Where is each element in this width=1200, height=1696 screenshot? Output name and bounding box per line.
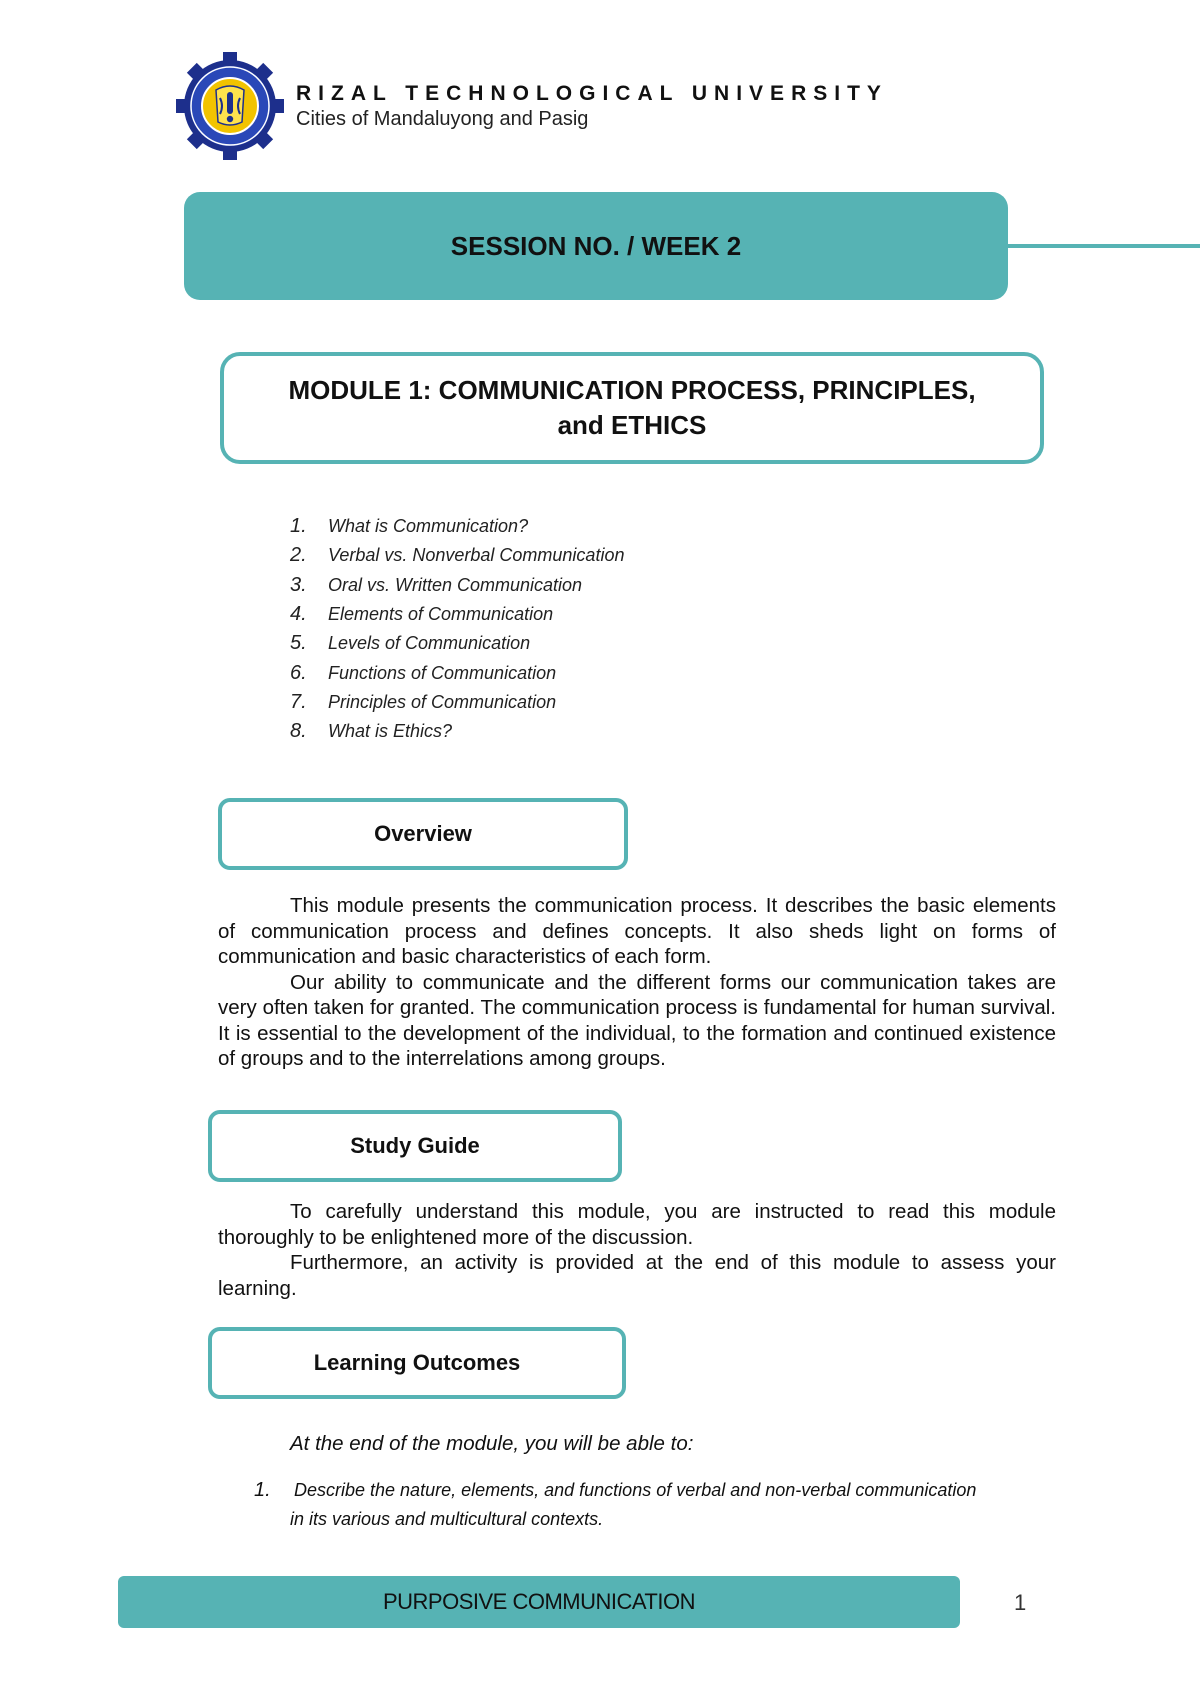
topics-list [290,512,624,746]
list-item [290,629,624,658]
page-number: 1 [1014,1590,1027,1615]
topic-text: Levels of Communication [328,633,531,654]
overview-paragraph-1: This module presents the communication process. It describes the basic elements of communication process and defines concepts. It also sheds light on forms of communication and basic characteristics of each form. [218,894,1056,968]
session-banner [184,192,1008,300]
learning-outcomes-heading-box [208,1327,626,1399]
outcome-number: 1. [254,1479,271,1501]
learning-outcome-item [254,1476,1056,1534]
module-title-line-1: MODULE 1: COMMUNICATION PROCESS, PRINCIPLES, [288,375,976,405]
list-item [290,512,624,541]
study-guide-text [218,1199,1056,1301]
overview-heading-box [218,798,628,870]
list-item [290,717,624,746]
list-item [290,541,624,570]
topic-number: 4. [290,603,307,626]
university-name: RIZAL TECHNOLOGICAL UNIVERSITY [296,82,888,105]
topic-text: Elements of Communication [328,604,554,625]
overview-paragraph-2: Our ability to communicate and the different forms our communication takes are very often taken for granted. The communication process is fundamental for human survival. It is essential to the development of the individual, to the formation and continued existence of groups and to the interrelations among groups. [218,970,1056,1070]
topic-number: 2. [290,544,307,567]
topic-number: 7. [290,690,307,713]
outcome-text-line-1: Describe the nature, elements, and functions of verbal and non-verbal communication [294,1480,977,1500]
overview-text [218,893,1056,1072]
study-guide-paragraph-2: Furthermore, an activity is provided at the end of this module to assess your learning. [218,1251,1056,1300]
module-title-line-2: and ETHICS [557,410,707,440]
learning-outcomes-heading: Learning Outcomes [313,1350,521,1375]
footer-course-title: PURPOSIVE COMMUNICATION [382,1589,695,1614]
topic-number: 1. [290,515,307,538]
outcome-text-line-2: in its various and multicultural contexts. [290,1509,604,1529]
topic-number: 5. [290,632,307,655]
study-guide-paragraph-1: To carefully understand this module, you are instructed to read this module thoroughly to be enlightened more of the discussion. [218,1200,1056,1249]
topic-number: 3. [290,573,307,596]
list-item [290,600,624,629]
topic-number: 6. [290,661,307,684]
topic-text: Oral vs. Written Communication [328,574,583,595]
list-item [290,571,624,600]
study-guide-heading: Study Guide [350,1133,480,1158]
topic-text: Verbal vs. Nonverbal Communication [328,545,625,566]
footer-bar [118,1576,960,1628]
topic-text: What is Ethics? [328,721,453,742]
topic-text: Principles of Communication [328,691,557,712]
overview-heading: Overview [374,821,472,846]
session-banner-line [1008,244,1200,248]
list-item [290,658,624,687]
topic-number: 8. [290,720,307,743]
topic-text: What is Communication? [328,516,529,537]
module-title-box [220,352,1044,464]
university-subtitle: Cities of Mandaluyong and Pasig [296,108,589,130]
session-label: SESSION NO. / WEEK 2 [450,230,742,261]
learning-outcomes-intro: At the end of the module, you will be able to: [290,1432,694,1455]
study-guide-heading-box [208,1110,622,1182]
university-seal-icon [176,52,284,160]
list-item [290,688,624,717]
topic-text: Functions of Communication [328,662,557,683]
